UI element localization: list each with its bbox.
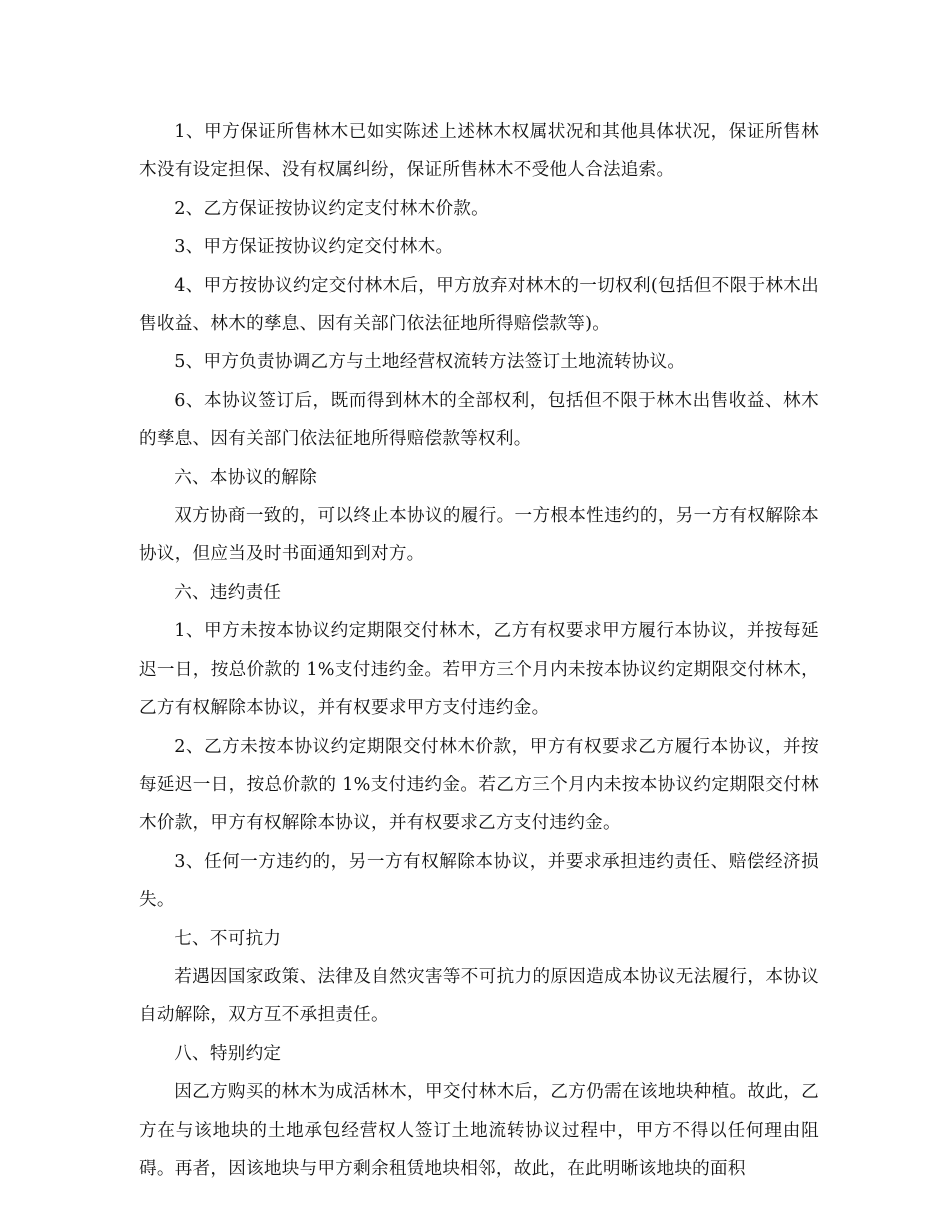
clause-paragraph: 3、任何一方违约的，另一方有权解除本协议，并要求承担违约责任、赔偿经济损失。 — [139, 851, 819, 911]
clause-paragraph: 1、甲方未按本协议约定期限交付林木，乙方有权要求甲方履行本协议，并按每延迟一日，按总价款的 1%支付违约金。若甲方三个月内未按本协议约定期限交付林木，乙方有权解除本协议，并有权要求甲方支付违约金。 — [139, 621, 819, 719]
section-heading: 六、违约责任 — [174, 582, 282, 603]
clause-paragraph: 1、甲方保证所售林木已如实陈述上述林木权属状况和其他具体状况，保证所售林木没有设定担保、没有权属纠纷，保证所售林木不受他人合法追索。 — [139, 122, 819, 181]
clause-paragraph: 2、乙方保证按协议约定支付林木价款。 — [174, 198, 489, 219]
clause-paragraph: 4、甲方按协议约定交付林木后，甲方放弃对林木的一切权利(包括但不限于林木出售收益、林木的孳息、因有关部门依法征地所得赔偿款等)。 — [139, 275, 819, 335]
clause-paragraph: 6、本协议签订后，既而得到林木的全部权利，包括但不限于林木出售收益、林木的孳息、因有关部门依法征地所得赔偿款等权利。 — [139, 390, 819, 450]
section-heading: 六、本协议的解除 — [174, 467, 317, 488]
document-body — [139, 113, 819, 1188]
section-heading: 八、特别约定 — [174, 1043, 282, 1064]
clause-paragraph: 3、甲方保证按协议约定交付林木。 — [174, 237, 454, 258]
clause-paragraph: 5、甲方负责协调乙方与土地经营权流转方法签订土地流转协议。 — [174, 352, 686, 373]
clause-paragraph: 因乙方购买的林木为成活林木，甲交付林木后，乙方仍需在该地块种植。故此，乙方在与该地块的土地承包经营权人签订土地流转协议过程中，甲方不得以任何理由阻碍。再者，因该地块与甲方剩余租赁地块相邻，故此，在此明晰该地块的面积 — [139, 1082, 819, 1179]
clause-paragraph: 若遇因国家政策、法律及自然灾害等不可抗力的原因造成本协议无法履行，本协议自动解除，双方互不承担责任。 — [139, 966, 819, 1026]
clause-paragraph: 2、乙方未按本协议约定期限交付林木价款，甲方有权要求乙方履行本协议，并按每延迟一日，按总价款的 1%支付违约金。若乙方三个月内未按本协议约定期限交付林木价款，甲方有权解除本协议，并有权要求乙方支付违约金。 — [139, 736, 819, 834]
section-heading: 七、不可抗力 — [174, 928, 282, 949]
clause-paragraph: 双方协商一致的，可以终止本协议的履行。一方根本性违约的，另一方有权解除本协议，但应当及时书面通知到对方。 — [139, 506, 819, 565]
